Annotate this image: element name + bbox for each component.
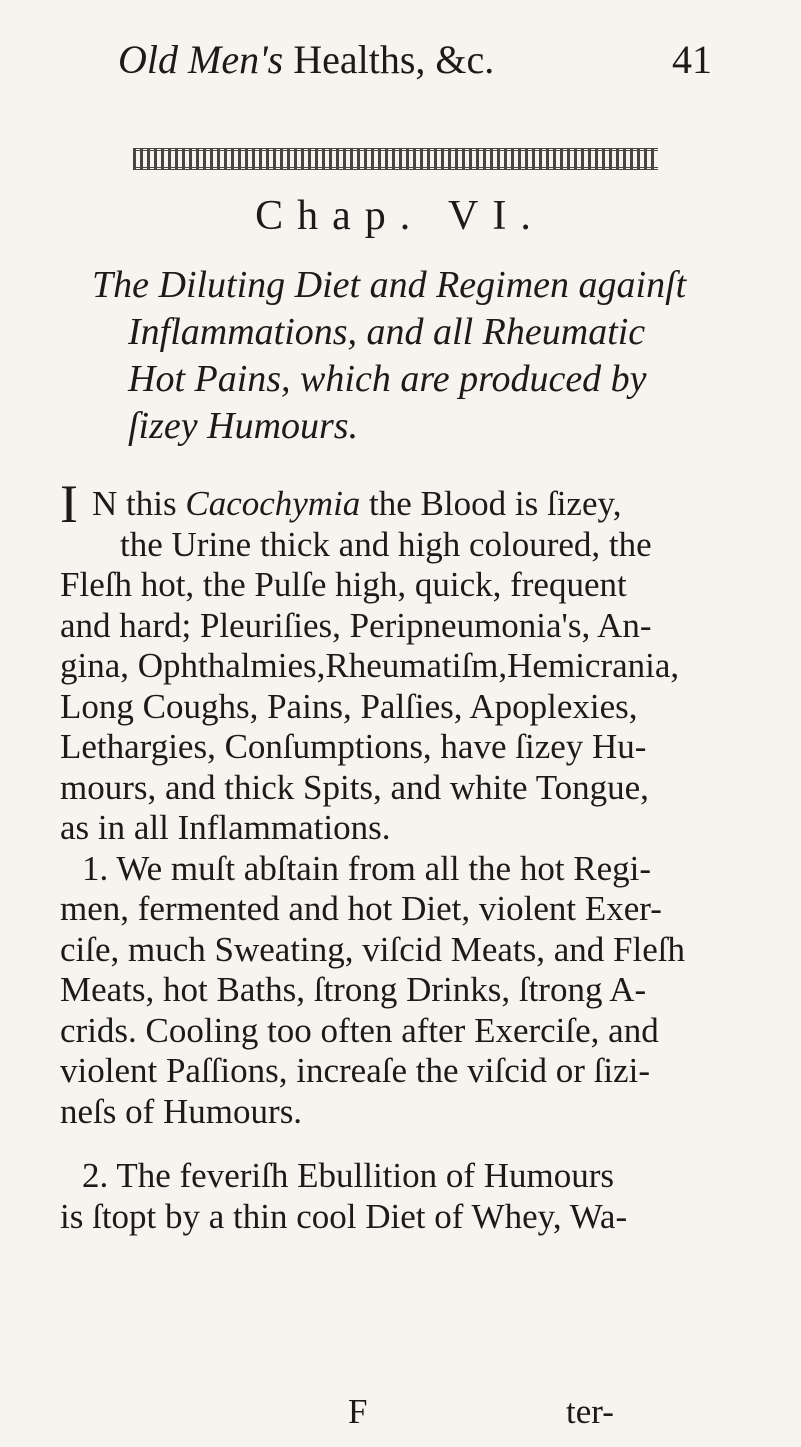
text-line: as in all Inflammations. — [60, 808, 391, 847]
paragraph-first-line — [60, 474, 765, 534]
running-head-title-italic: Old Men's — [118, 37, 284, 82]
signature-mark: F — [348, 1392, 368, 1431]
text-line: Meats, hot Baths, ſtrong Drinks, ſtrong A- — [60, 970, 647, 1009]
text-run: the Blood is ſizey, — [360, 484, 622, 523]
chapter-title-line: The Diluting Diet and Regimen againſt — [92, 264, 687, 306]
text-line: crids. Cooling too often after Exerciſe, and — [60, 1010, 659, 1050]
text-line: men, fermented and hot Diet, violent Exer- — [60, 889, 662, 928]
chapter-title — [92, 262, 752, 450]
chapter-title-line: ſizey Humours. — [128, 405, 359, 447]
text-run: N this — [91, 484, 186, 523]
text-line: neſs of Humours. — [60, 1091, 303, 1131]
page-number: 41 — [672, 37, 712, 82]
text-line: Fleſh hot, the Pulſe high, quick, frequent — [60, 565, 627, 604]
decorative-ornament-band — [133, 148, 658, 170]
text-line: gina, Ophthalmies,Rheumatiſm,Hemicrania, — [60, 646, 680, 685]
text-line: is ſtopt by a thin cool Diet of Whey, Wa- — [60, 1196, 628, 1236]
chapter-label: Chap. VI. — [255, 193, 545, 239]
catchword: ter- — [566, 1392, 614, 1431]
running-head-title-rest: Healths, &c. — [283, 37, 495, 82]
chapter-title-line: Inflammations, and all Rheumatic — [128, 311, 646, 353]
text-line: and hard; Pleuriſies, Peripneumonia's, An- — [60, 605, 652, 645]
drop-cap: I — [60, 474, 78, 534]
text-line: Long Coughs, Pains, Palſies, Apoplexies, — [60, 686, 638, 726]
chapter-title-line: Hot Pains, which are produced by — [128, 358, 647, 400]
running-head — [118, 36, 718, 96]
text-line: 1. We muſt abſtain from all the hot Regi- — [82, 848, 652, 888]
paragraph-gap — [60, 1132, 765, 1156]
text-line: ciſe, much Sweating, viſcid Meats, and Fleſh — [60, 929, 686, 969]
text-line: the Urine thick and high coloured, the — [120, 524, 652, 564]
text-line: Lethargies, Conſumptions, have ſizey Hu- — [60, 727, 647, 766]
text-line: mours, and thick Spits, and white Tongue, — [60, 767, 649, 807]
body-text — [60, 474, 765, 1237]
text-line: 2. The feveriſh Ebullition of Humours — [82, 1156, 615, 1195]
text-run-italic: Cacochymia — [185, 484, 361, 523]
text-line: violent Paſſions, increaſe the viſcid or ſizi- — [60, 1051, 650, 1090]
